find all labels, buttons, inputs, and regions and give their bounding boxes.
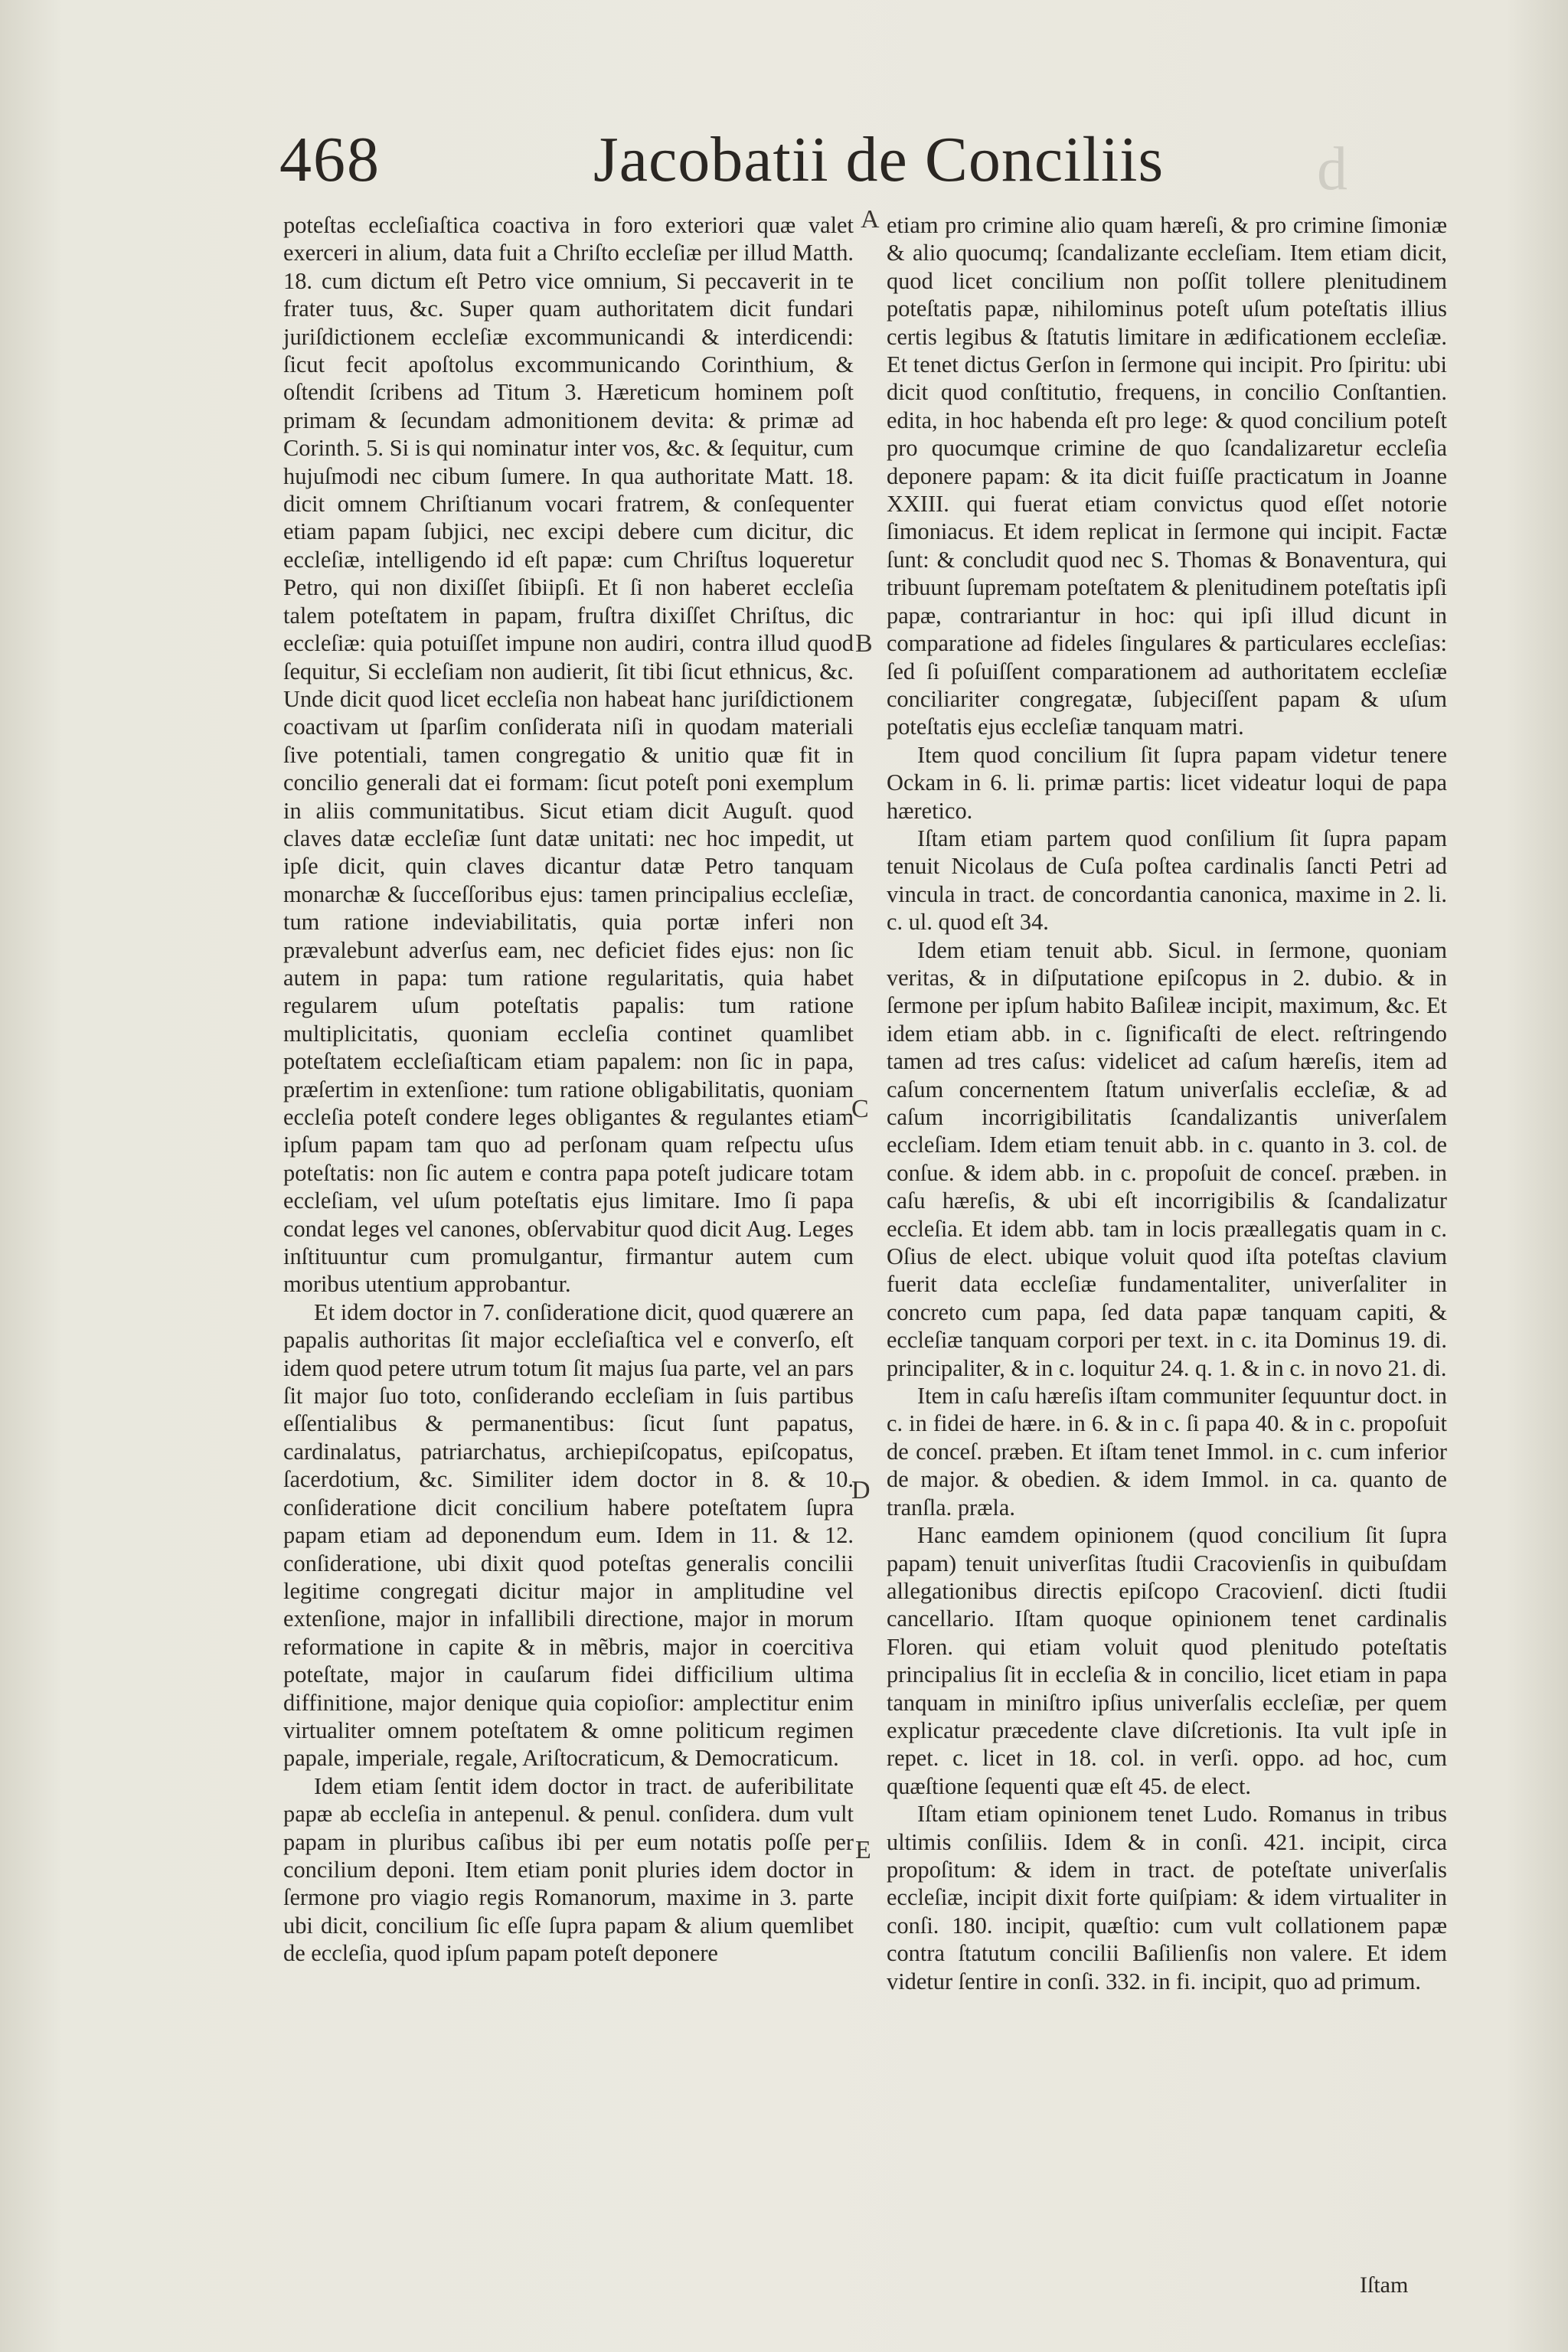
right-paragraph-4: Idem etiam tenuit abb. Sicul. in ſermone, quoniam veritas, & in diſputatione epiſcopus in 2. dubio. & in ſermone per ipſum habito Baſileæ incipit, maximum, &c. Et idem etiam abb. in c. ſignificaſti de elect. reſtringendo tamen ad tres caſus: videlicet ad caſum hæreſis, item ad caſum concernentem ſtatum univerſalis eccleſiæ, & ad caſum incorrigibilitatis ſcandalizantis univerſalem eccleſiam. Idem etiam tenuit abb. in c. quanto in 3. col. de conſue. & idem abb. in c. propoſuit de conceſ. præben. in caſu hæreſis, & ubi eſt incorrigibilis & ſcandalizatur eccleſia. Et idem abb. tam in locis præallegatis quam in c. Oſius de elect. ubique voluit quod iſta poteſtas clavium fuerit data eccleſiæ fundamentaliter, univerſaliter in concreto cum papa, ſed data papæ tanquam capiti, & eccleſiæ tanquam corpori per text. in c. ita Dominus 19. di. principaliter, & in c. loquitur 24. q. 1. & in c. in novo 21. di. [887, 936, 1447, 1381]
running-title: Jacobatii de Conciliis [593, 124, 1165, 195]
left-paragraph-2: Et idem doctor in 7. conſideratione dicit, quod quærere an papalis authoritas ſit major eccleſiaſtica vel e converſo, eſt idem quod petere utrum totum ſit majus ſua parte, vel an pars ſit major ſuo toto, conſiderando eccleſiam in ſuis partibus eſſentialibus & permanentibus: ſicut ſunt papatus, cardinalatus, patriarchatus, archiepiſcopatus, epiſcopatus, ſacerdotium, &c. Similiter idem doctor in 8. & 10. conſideratione dicit concilium habere poteſtatem ſupra papam etiam ad deponendum eum. Idem in 11. & 12. conſideratione, ubi dixit quod poteſtas generalis concilii legitime congregati dicitur major in amplitudine vel extenſione, major in infallibili directione, major in morum reformatione in capite & in mẽbris, major in coercitiva poteſtate, major in cauſarum fidei difficilium ultima diffinitione, major denique quia copioſior: amplectitur enim virtualiter omnem poteſtatem & omne politicum regimen papale, imperiale, regale, Ariſtocraticum, & Democraticum. [283, 1298, 854, 1772]
right-paragraph-7: Iſtam etiam opinionem tenet Ludo. Romanus in tribus ultimis conſiliis. Idem & in conſi. 421. incipit, circa propoſitum: & idem in tract. de poteſtate univerſalis eccleſiæ, incipit dixit forte quiſpiam: & idem virtualiter in conſi. 180. incipit, quæſtio: cum vult collationem papæ contra ſtatutum concilii Baſilienſis non valere. Et idem videtur ſentire in conſi. 332. in fi. incipit, quo ad primum. [887, 1801, 1447, 1994]
margin-marker-e: E [855, 1836, 871, 1864]
bleed-through-text: d [1317, 136, 1348, 203]
right-paragraph-2: Item quod concilium ſit ſupra papam videtur tenere Ockam in 6. li. primæ partis: licet videatur loqui de papa hæretico. [887, 741, 1447, 824]
left-paragraph-1: poteſtas eccleſiaſtica coactiva in foro exteriori quæ valet exerceri in alium, data fuit a Chriſto eccleſiæ per illud Matth. 18. cum dictum eſt Petro vice omnium, Si peccaverit in te frater tuus, &c. Super quam authoritatem dicit fundari juriſdictionem eccleſiæ excommunicandi & interdicendi: ſicut fecit apoſtolus excommunicando Corinthium, & oſtendit ſcribens ad Titum 3. Hæreticum hominem poſt primam & ſecundam admonitionem devita: & primæ ad Corinth. 5. Si is qui nominatur inter vos, &c. & ſequitur, cum hujuſmodi nec cibum ſumere. In qua authoritate Matt. 18. dicit omnem Chriſtianum vocari fratrem, & conſequenter etiam papam ſubjici, nec excipi debere cum dicitur, dic eccleſiæ, intelligendo id eſt papæ: cum Chriſtus loqueretur Petro, qui non dixiſſet ſibiipſi. Et ſi non haberet eccleſia talem poteſtatem in papam, fruſtra dixiſſet Chriſtus, dic eccleſiæ: quia potuiſſet impune non audiri, contra illud quod ſequitur, Si eccleſiam non audierit, ſit tibi ſicut ethnicus, &c. Unde dicit quod licet eccleſia non habeat hanc juriſdictionem coactivam ut ſparſim conſiderata niſi in quodam materiali ſive potentiali, tamen congregatio & unitio quæ fit in concilio generali dat ei formam: ſicut poteſt poni exemplum in aliis communitatibus. Sicut etiam dicit Auguſt. quod claves datæ eccleſiæ ſunt datæ unitati: nec hoc impedit, ut ipſe dicit, quin claves dicantur datæ Petro tanquam monarchæ & ſucceſſoribus ejus: tamen principalius eccleſiæ, tum ratione indeviabilitatis, quia portæ inferi non prævalebunt adverſus eam, nec deficiet fides ejus: non ſic autem in papa: tum ratione regularitatis, quia habet regularem uſum poteſtatis papalis: tum ratione multiplicitatis, quoniam eccleſia continet quamlibet poteſtatem eccleſiaſticam etiam papalem: non ſic in papa, præſertim in extenſione: tum ratione obligabilitatis, quoniam eccleſia poteſt condere leges obligantes & regulantes etiam ipſum papam tam quo ad perſonam quam reſpectu uſus poteſtatis: non ſic autem e contra papa poteſt judicare totam eccleſiam, vel uſum poteſtatis ejus limitare. Imo ſi papa condat leges vel canones, obſervabitur quod dicit Aug. Leges inſtituuntur cum promulgantur, firmantur autem cum moribus utentium approbantur. [283, 212, 854, 1298]
page-number: 468 [279, 124, 381, 195]
catchword: Iſtam [1360, 2272, 1409, 2298]
right-paragraph-5: Item in caſu hæreſis iſtam communiter ſequuntur doct. in c. in fidei de hære. in 6. & in c. ſi papa 40. & in c. propoſuit de conceſ. præben. Et iſtam tenet Immol. in c. cum inferior de major. & obedien. & idem Immol. in ca. quanto de tranſla. præla. [887, 1383, 1447, 1521]
right-paragraph-6: Hanc eamdem opinionem (quod concilium ſit ſupra papam) tenuit univerſitas ſtudii Cracovienſis in quibuſdam allegationibus directis epiſcopo Cracovienſ. dicti ſtudii cancellario. Iſtam quoque opinionem tenet cardinalis Floren. qui etiam voluit quod plenitudo poteſtatis principalius ſit in eccleſia & in concilio, licet etiam in papa tanquam in miniſtro ipſius univerſalis eccleſiæ, per quem explicatur præcedente clave diſcretionis. Ita vult ipſe in repet. c. licet in 18. col. in verſi. oppo. ad hoc, cum quæſtione ſequenti quæ eſt 45. de elect. [887, 1522, 1447, 1799]
left-column [283, 211, 854, 1968]
margin-marker-d: D [851, 1476, 871, 1504]
page-header [279, 115, 1428, 207]
margin-marker-b: B [855, 629, 873, 658]
margin-marker-c: C [851, 1095, 869, 1123]
right-paragraph-1: etiam pro crimine alio quam hæreſi, & pro crimine ſimoniæ & alio quocumq; ſcandalizante eccleſiam. Item etiam dicit, quod licet concilium non poſſit tollere plenitudinem poteſtatis papæ, nihilominus poteſt uſum poteſtatis illius certis legibus & ſtatutis limitare in ædificationem eccleſiæ. Et tenet dictus Gerſon in ſermone qui incipit. Pro ſpiritu: ubi dicit quod conſtitutio, frequens, in concilio Conſtantien. edita, in hoc habenda eſt pro lege: & quod concilium poteſt pro quocumque crimine de quo ſcandalizaretur eccleſia deponere papam: & ita dicit fuiſſe practicatum in Joanne XXIII. qui fuerat etiam convictus quod eſſet notorie ſimoniacus. Et idem replicat in ſermone qui incipit. Factæ ſunt: & concludit quod nec S. Thomas & Bonaventura, qui tribuunt ſupremam poteſtatem & plenitudinem poteſtatis ipſi papæ, contrariantur in hoc: qui ipſi illud dicunt in comparatione ad fideles ſingulares & particulares eccleſias: ſed ſi poſuiſſent comparationem ad authoritatem eccleſiæ conciliariter congregatæ, ſubjeciſſent papam & uſum poteſtatis ejus eccleſiæ tanquam matri. [887, 212, 1447, 740]
right-column [887, 211, 1447, 1995]
left-paragraph-3: Idem etiam ſentit idem doctor in tract. de auferibilitate papæ ab eccleſia in antepenul. & penul. conſidera. dum vult papam in pluribus caſibus ibi per eum notatis poſſe per concilium deponi. Item etiam ponit pluries idem doctor in ſermone pro viagio regis Romanorum, maxime in 3. parte ubi dicit, concilium ſic eſſe ſupra papam & alium quemlibet de eccleſia, quod ipſum papam poteſt deponere [283, 1772, 854, 1967]
right-paragraph-3: Iſtam etiam partem quod conſilium ſit ſupra papam tenuit Nicolaus de Cuſa poſtea cardinalis ſancti Petri ad vincula in tract. de concordantia canonica, maxime in 2. li. c. ul. quod eſt 34. [887, 825, 1447, 936]
margin-marker-a: A [861, 205, 880, 234]
